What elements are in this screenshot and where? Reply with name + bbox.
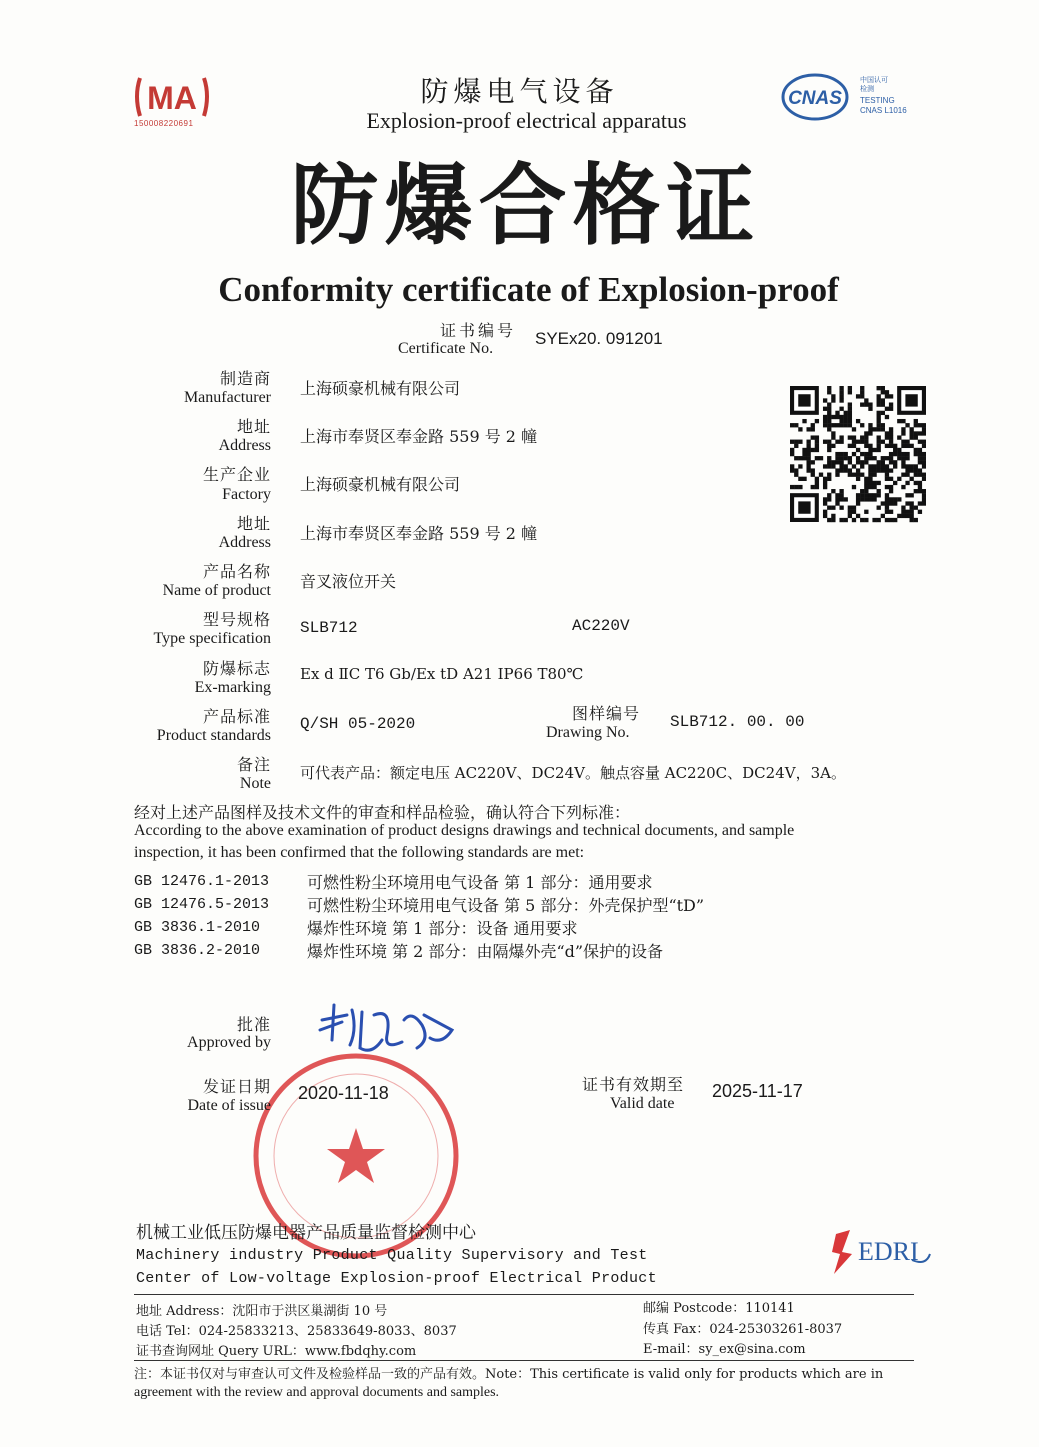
cnas-text: CNAS [788,88,842,109]
certificate-no-label-en: Certificate No. [398,340,494,357]
organization-name-en-line2: Center of Low-voltage Explosion-proof Electrical Product [136,1270,657,1287]
type-spec-value: SLB712 [300,619,358,637]
sedri-text: EDRI [858,1237,919,1266]
field-label-en: Name of product [162,582,271,599]
product-standards-value: Q/SH 05-2020 [300,715,416,733]
standard-code: GB 3836.1-2010 [134,919,261,936]
field-label-en: Note [239,775,271,792]
field-label-en: Address [218,437,271,454]
valid-date-label-cn: 证书有效期至 [582,1075,685,1094]
issue-date-value: 2020-11-18 [298,1083,389,1103]
manufacturer-value: 上海硕豪机械有限公司 [300,379,461,398]
footer-note-line1: 注：本证书仅对与审查认可文件及检验样品一致的产品有效。Note：This certificate is valid only for products which are in [134,1367,884,1382]
approved-label-cn: 批准 [236,1015,271,1034]
footer-fax: 传真 Fax：024-25303261-8037 [643,1322,843,1337]
cnas-logo [780,70,920,130]
drawing-no-label-cn: 图样编号 [572,704,641,723]
field-label-en: Product standards [156,727,271,744]
certificate-no-value: SYEx20. 091201 [535,329,663,348]
cnas-side-4: CNAS L1016 [860,106,907,115]
cnas-side-2: 检测 [860,85,874,93]
field-label-cn: 地址 [236,514,271,533]
organization-name-cn: 机械工业低压防爆电器产品质量监督检测中心 [136,1223,476,1243]
footer-note-line2: agreement with the review and approval documents and samples. [134,1385,500,1400]
standard-code: GB 3836.2-2010 [134,942,261,959]
field-label-cn: 防爆标志 [202,659,271,678]
field-label-cn: 型号规格 [202,610,271,629]
organization-name-en-line1: Machinery industry Product Quality Supervisory and Test [136,1247,648,1264]
approved-label-en: Approved by [187,1034,271,1051]
valid-date-value: 2025-11-17 [712,1081,803,1101]
footer-divider-bottom [134,1360,914,1361]
certificate-title-cn: 防爆合格证 [290,154,761,257]
issue-date-label-en: Date of issue [187,1097,271,1114]
product-name-value: 音叉液位开关 [300,572,397,591]
statement-cn: 经对上述产品图样及技术文件的审查和样品检验，确认符合下列标准： [134,803,631,822]
footer-tel: 电话 Tel：024-25833213、25833649-8033、8037 [136,1324,457,1339]
field-label-en: Address [218,534,271,551]
field-label-en: Type specification [153,630,271,647]
standard-name: 爆炸性环境 第 1 部分：设备 通用要求 [307,919,578,938]
statement-en-line2: inspection, it has been confirmed that the following standards are met: [134,844,585,861]
standard-name: 可燃性粉尘环境用电气设备 第 1 部分：通用要求 [307,873,653,892]
field-label-cn: 制造商 [219,369,271,388]
footer-url[interactable]: 证书查询网址 Query URL：www.fbdqhy.com [136,1344,417,1359]
footer-email[interactable]: E-mail：sy_ex@sina.com [643,1342,806,1357]
ex-marking-value: Ex d ⅡC T6 Gb/Ex tD A21 IP66 T80℃ [300,665,584,683]
drawing-no-value: SLB712. 00. 00 [670,713,805,731]
cma-number: 150008220691 [134,119,194,128]
standard-name: 爆炸性环境 第 2 部分：由隔爆外壳“d”保护的设备 [307,942,664,961]
footer-postcode: 邮编 Postcode：110141 [643,1301,795,1316]
statement-en-line1: According to the above examination of product designs drawings and technical documents, and sample [134,822,795,839]
qr-code [790,382,926,526]
factory-value: 上海硕豪机械有限公司 [300,475,461,494]
header-title-en: Explosion-proof electrical apparatus [366,108,687,133]
standard-name: 可燃性粉尘环境用电气设备 第 5 部分：外壳保护型“tD” [307,896,705,915]
field-label-en: Factory [222,486,271,503]
certificate-title-en: Conformity certificate of Explosion-proof [218,270,839,309]
sedri-logo [826,1224,936,1278]
standard-code: GB 12476.5-2013 [134,896,270,913]
standard-code: GB 12476.1-2013 [134,873,270,890]
certificate-no-label-cn: 证书编号 [440,321,517,340]
field-label-en: Manufacturer [183,389,271,406]
field-label-cn: 备注 [236,755,271,774]
factory-address-value: 上海市奉贤区奉金路 559 号 2 幢 [300,524,538,543]
field-label-cn: 产品名称 [202,562,271,581]
field-label-en: Ex-marking [194,679,271,696]
note-value: 可代表产品：额定电压 AC220V、DC24V。触点容量 AC220C、DC24V，3A。 [300,764,846,782]
header-title-cn: 防爆电气设备 [420,75,619,108]
field-label-cn: 产品标准 [202,707,271,726]
footer-divider-top [134,1294,914,1295]
cnas-side-3: TESTING [860,96,895,105]
issue-date-label-cn: 发证日期 [202,1077,271,1096]
cnas-side-1: 中国认可 [860,76,888,84]
cma-text: MA [147,80,197,116]
field-label-cn: 地址 [236,417,271,436]
valid-date-label-en: Valid date [610,1095,675,1112]
field-label-cn: 生产企业 [202,465,271,484]
manufacturer-address-value: 上海市奉贤区奉金路 559 号 2 幢 [300,427,538,446]
footer-address: 地址 Address：沈阳市于洪区巢湖街 10 号 [136,1304,388,1319]
type-voltage-value: AC220V [572,617,630,635]
drawing-no-label-en: Drawing No. [546,724,630,741]
